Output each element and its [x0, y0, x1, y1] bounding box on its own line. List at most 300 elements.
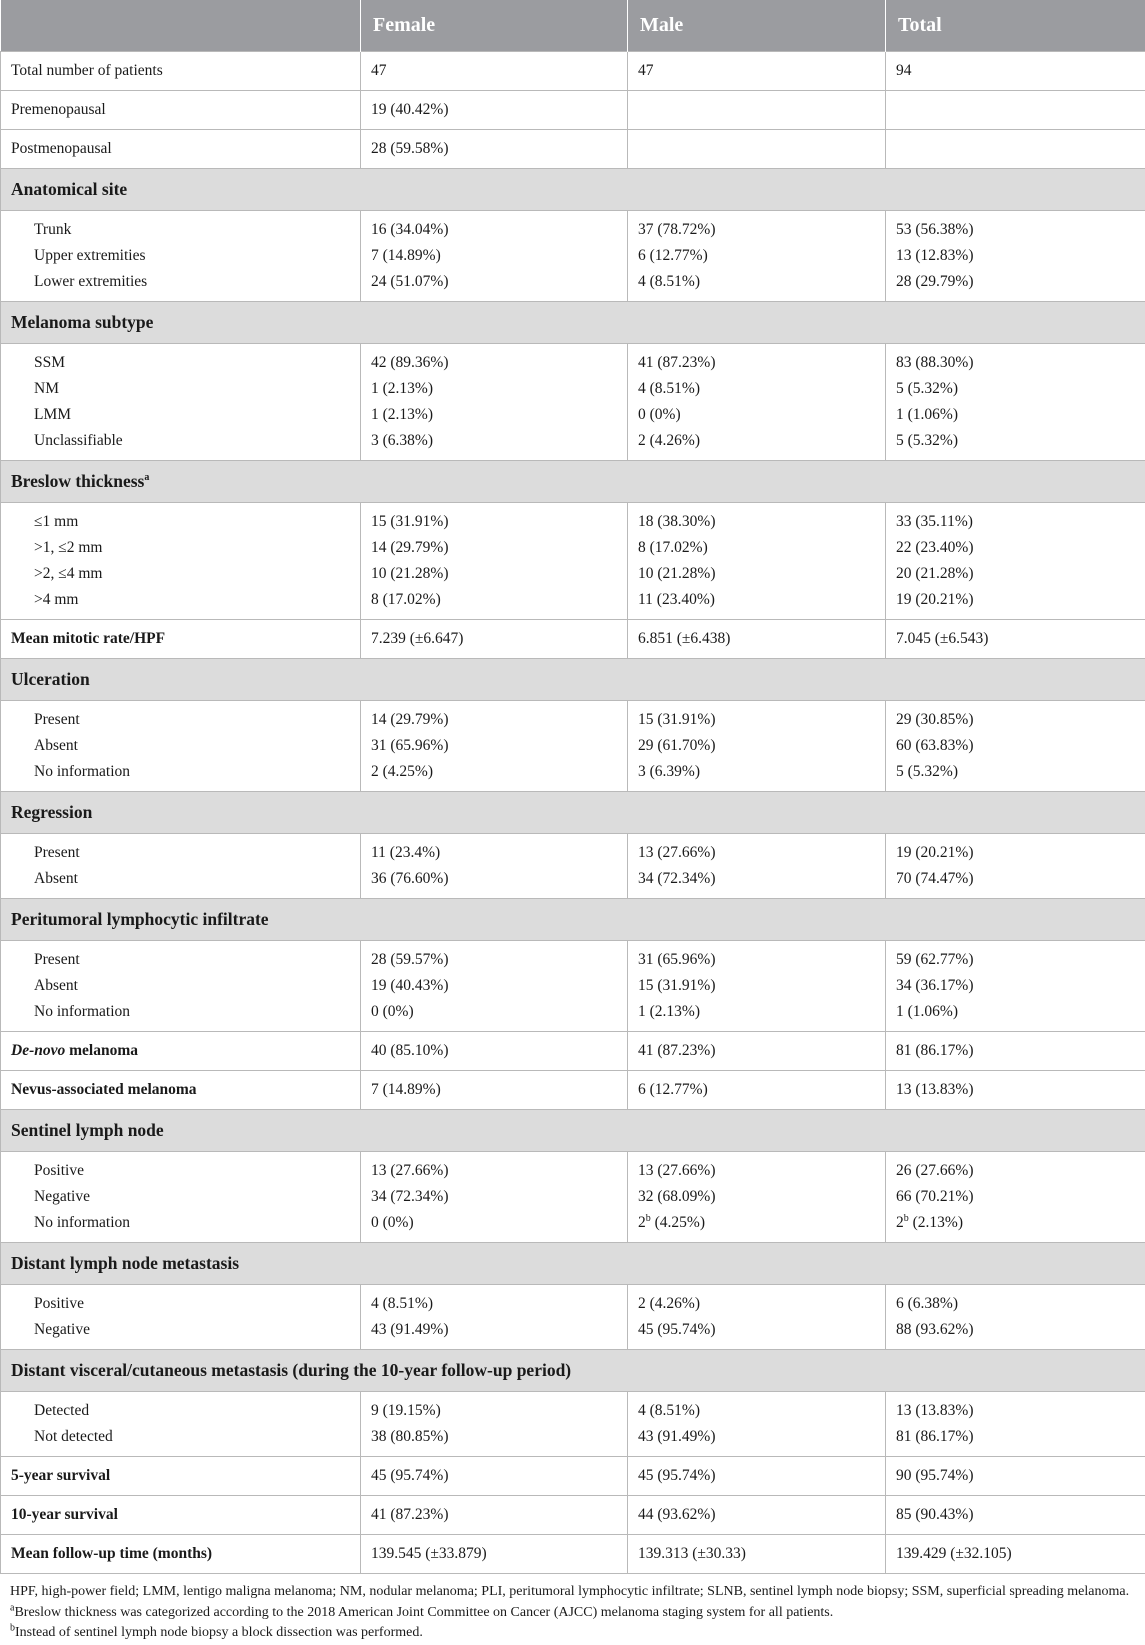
value-text: 32 (68.09%)	[638, 1188, 716, 1205]
row-label-text: 5-year survival	[11, 1467, 111, 1484]
cell-value	[371, 402, 627, 428]
group-total-values	[886, 834, 1145, 899]
group-item-label: Lower extremities	[34, 273, 148, 290]
group-labels	[1, 941, 361, 1032]
section-header-row	[1, 1110, 1145, 1152]
value-text: 1 (1.06%)	[896, 406, 958, 423]
row-label-text: Nevus-associated melanoma	[11, 1081, 197, 1098]
row-label	[1, 1032, 361, 1071]
value-text: 83 (88.30%)	[896, 354, 974, 371]
section-title	[1, 659, 1145, 701]
value-text: 41 (87.23%)	[638, 354, 716, 371]
value-text: 13 (27.66%)	[638, 1162, 716, 1179]
value-text: 14 (29.79%)	[371, 711, 449, 728]
value-text: 90 (95.74%)	[896, 1467, 974, 1484]
group-total-values	[886, 1152, 1145, 1243]
cell-value	[896, 1424, 1145, 1450]
cell-value	[371, 1042, 627, 1060]
cell-value	[896, 402, 1145, 428]
header-female: Female	[361, 0, 628, 52]
section-header-row	[1, 302, 1145, 344]
section-header-row	[1, 899, 1145, 941]
cell-value	[371, 140, 627, 158]
value-text: 34 (72.34%)	[638, 870, 716, 887]
cell-value	[896, 1158, 1145, 1184]
value-rest: (2.13%)	[908, 1214, 963, 1231]
cell-value	[371, 1158, 627, 1184]
footnote-b	[10, 1623, 1135, 1644]
group-total-values	[886, 344, 1145, 461]
group-item-label: Positive	[34, 1295, 84, 1312]
value-text: 45 (95.74%)	[638, 1321, 716, 1338]
value-text: 26 (27.66%)	[896, 1162, 974, 1179]
cell-value	[371, 62, 627, 80]
group-item-label: Absent	[34, 737, 78, 754]
value-text: 19 (40.43%)	[371, 977, 449, 994]
value-text: 0 (0%)	[638, 406, 681, 423]
section-title-text: Regression	[11, 802, 93, 822]
group-item-label: Positive	[34, 1162, 84, 1179]
cell-value	[371, 509, 627, 535]
group-female-values	[361, 344, 628, 461]
value-text: 4 (8.51%)	[638, 380, 700, 397]
group-item-label: No information	[34, 763, 130, 780]
group-labels	[1, 834, 361, 899]
cell-value	[371, 1424, 627, 1450]
value-text: 28 (29.79%)	[896, 273, 974, 290]
cell-value	[371, 999, 627, 1025]
value-text: 29 (61.70%)	[638, 737, 716, 754]
value-text: 6 (12.77%)	[638, 1081, 708, 1098]
value-text: 60 (63.83%)	[896, 737, 974, 754]
cell-value	[896, 535, 1145, 561]
cell-value	[371, 1545, 627, 1563]
cell-male	[628, 130, 886, 169]
group-male-values	[628, 211, 886, 302]
cell-value	[638, 1291, 885, 1317]
cell-female	[361, 1032, 628, 1071]
group-item-label: >2, ≤4 mm	[34, 565, 103, 582]
value-text: 13 (13.83%)	[896, 1402, 974, 1419]
value-text: 3 (6.38%)	[371, 432, 433, 449]
value-text: 2	[896, 1214, 904, 1231]
section-title	[1, 302, 1145, 344]
row-label-text: Postmenopausal	[11, 140, 112, 157]
group-male-values	[628, 344, 886, 461]
group-female-values	[361, 1392, 628, 1457]
value-text: 43 (91.49%)	[371, 1321, 449, 1338]
cell-value	[371, 350, 627, 376]
footnote-abbreviations: HPF, high-power field; LMM, lentigo maligna melanoma; NM, nodular melanoma; PLI, peritumoral lymphocytic infiltrate; SLNB, sentinel lymph node biopsy; SSM, superficial spreading melanoma.	[10, 1584, 1130, 1599]
cell-value	[638, 217, 885, 243]
group-item-label: SSM	[34, 354, 66, 371]
value-text: 47	[371, 62, 387, 79]
section-title	[1, 899, 1145, 941]
cell-value	[896, 1210, 1145, 1236]
section-title	[1, 1110, 1145, 1152]
group-item-label: ≤1 mm	[34, 513, 79, 530]
cell-value	[638, 1158, 885, 1184]
cell-value	[371, 1317, 627, 1343]
value-text: 0 (0%)	[371, 1214, 414, 1231]
cell-value	[371, 1184, 627, 1210]
row-label	[1, 1071, 361, 1110]
cell-male	[628, 1071, 886, 1110]
section-title	[1, 1350, 1145, 1392]
cell-value	[638, 1398, 885, 1424]
section-group-row	[1, 834, 1145, 899]
cell-value	[638, 866, 885, 892]
section-group-row	[1, 941, 1145, 1032]
value-text: 2 (4.26%)	[638, 432, 700, 449]
cell-female	[361, 1535, 628, 1574]
group-labels	[1, 1152, 361, 1243]
table-row	[1, 130, 1145, 169]
section-title-text: Peritumoral lymphocytic infiltrate	[11, 909, 269, 929]
footnote-a	[10, 1603, 1135, 1624]
cell-total	[886, 1457, 1145, 1496]
row-label	[1, 1535, 361, 1574]
footnote-a-text: Breslow thickness was categorized according to the 2018 American Joint Committee on Cancer (AJCC) melanoma staging system for all patients.	[14, 1604, 834, 1620]
section-title-text: Anatomical site	[11, 179, 128, 199]
cell-value	[371, 1506, 627, 1524]
value-text: 4 (8.51%)	[638, 1402, 700, 1419]
footnote-a-mark: a	[10, 1601, 15, 1613]
value-text: 43 (91.49%)	[638, 1428, 716, 1445]
cell-value	[371, 587, 627, 613]
group-labels	[1, 701, 361, 792]
value-text: 11 (23.4%)	[371, 844, 441, 861]
table-row	[1, 1032, 1145, 1071]
cell-value	[638, 1545, 885, 1563]
value-text: 1 (2.13%)	[371, 380, 433, 397]
value-text: 7.239 (±6.647)	[371, 630, 464, 647]
group-labels	[1, 211, 361, 302]
section-header-row	[1, 792, 1145, 834]
header-label	[1, 0, 361, 52]
cell-value	[638, 973, 885, 999]
cell-value	[371, 1081, 627, 1099]
group-item-label: No information	[34, 1003, 130, 1020]
cell-value	[896, 587, 1145, 613]
value-text: 19 (40.42%)	[371, 101, 449, 118]
value-text: 13 (27.66%)	[371, 1162, 449, 1179]
cell-female	[361, 91, 628, 130]
value-text: 81 (86.17%)	[896, 1042, 974, 1059]
value-text: 10 (21.28%)	[638, 565, 716, 582]
cell-value	[371, 1291, 627, 1317]
cell-value	[371, 1398, 627, 1424]
row-label-text: Mean follow-up time (months)	[11, 1545, 213, 1562]
cell-value	[638, 269, 885, 295]
cell-value	[371, 733, 627, 759]
group-item-label: Detected	[34, 1402, 90, 1419]
value-text: 0 (0%)	[371, 1003, 414, 1020]
value-text: 42 (89.36%)	[371, 354, 449, 371]
group-item-label: >4 mm	[34, 591, 79, 608]
group-item-label: Not detected	[34, 1428, 113, 1445]
value-text: 94	[896, 62, 912, 79]
table-header	[1, 0, 1145, 52]
cell-value	[896, 428, 1145, 454]
section-title	[1, 169, 1145, 211]
section-group-row	[1, 1285, 1145, 1350]
cell-value	[371, 630, 627, 648]
cell-value	[896, 1317, 1145, 1343]
value-text: 7.045 (±6.543)	[896, 630, 989, 647]
value-text: 28 (59.57%)	[371, 951, 449, 968]
group-male-values	[628, 1392, 886, 1457]
cell-female	[361, 130, 628, 169]
group-item-label: Trunk	[34, 221, 72, 238]
group-item-label: Absent	[34, 977, 78, 994]
footnote-mark: b	[903, 1212, 909, 1224]
cell-value	[896, 733, 1145, 759]
value-text: 41 (87.23%)	[371, 1506, 449, 1523]
value-text: 38 (80.85%)	[371, 1428, 449, 1445]
cell-value	[896, 707, 1145, 733]
cell-female	[361, 1496, 628, 1535]
value-text: 31 (65.96%)	[638, 951, 716, 968]
cell-value	[371, 535, 627, 561]
cell-value	[896, 1042, 1145, 1060]
value-text: 44 (93.62%)	[638, 1506, 716, 1523]
section-group-row	[1, 701, 1145, 792]
group-item-label: Upper extremities	[34, 247, 146, 264]
value-text: 70 (74.47%)	[896, 870, 974, 887]
cell-value	[638, 840, 885, 866]
value-text: 139.545 (±33.879)	[371, 1545, 487, 1562]
cell-value	[896, 947, 1145, 973]
cell-value	[371, 428, 627, 454]
cell-value	[371, 866, 627, 892]
cell-value	[371, 759, 627, 785]
table-row	[1, 52, 1145, 91]
value-text: 88 (93.62%)	[896, 1321, 974, 1338]
cell-value	[371, 947, 627, 973]
value-text: 20 (21.28%)	[896, 565, 974, 582]
cell-value	[638, 1467, 885, 1485]
section-title-text: Distant visceral/cutaneous metastasis (during the 10-year follow-up period)	[11, 1360, 572, 1380]
footnote-mark: a	[144, 472, 150, 484]
cell-male	[628, 1032, 886, 1071]
cell-value	[638, 350, 885, 376]
cell-value	[371, 1210, 627, 1236]
group-item-label: No information	[34, 1214, 130, 1231]
cell-value	[638, 947, 885, 973]
cell-value	[896, 509, 1145, 535]
group-female-values	[361, 211, 628, 302]
cell-total	[886, 1071, 1145, 1110]
group-item-label: Present	[34, 711, 80, 728]
value-text: 24 (51.07%)	[371, 273, 449, 290]
value-text: 7 (14.89%)	[371, 1081, 441, 1098]
cell-value	[638, 587, 885, 613]
cell-value	[638, 999, 885, 1025]
group-labels	[1, 1285, 361, 1350]
cell-value	[638, 630, 885, 648]
cell-value	[638, 1184, 885, 1210]
cell-value	[371, 243, 627, 269]
value-text: 81 (86.17%)	[896, 1428, 974, 1445]
group-male-values	[628, 1285, 886, 1350]
value-text: 9 (19.15%)	[371, 1402, 441, 1419]
cell-value	[638, 561, 885, 587]
value-text: 3 (6.39%)	[638, 763, 700, 780]
value-text: 8 (17.02%)	[371, 591, 441, 608]
header-total: Total	[886, 0, 1145, 52]
cell-value	[896, 350, 1145, 376]
value-text: 13 (27.66%)	[638, 844, 716, 861]
cell-value	[638, 62, 885, 80]
value-text: 40 (85.10%)	[371, 1042, 449, 1059]
value-text: 7 (14.89%)	[371, 247, 441, 264]
section-title-text: Melanoma subtype	[11, 312, 154, 332]
cell-value	[638, 1210, 885, 1236]
cell-value	[896, 840, 1145, 866]
row-label-italic: De-novo	[11, 1042, 66, 1059]
section-title	[1, 792, 1145, 834]
value-text: 6 (6.38%)	[896, 1295, 958, 1312]
value-text: 15 (31.91%)	[638, 977, 716, 994]
group-female-values	[361, 1285, 628, 1350]
value-text: 5 (5.32%)	[896, 763, 958, 780]
row-label-text: melanoma	[65, 1042, 139, 1059]
cell-value	[896, 1545, 1145, 1563]
row-label-text: Premenopausal	[11, 101, 106, 118]
cell-value	[896, 1184, 1145, 1210]
section-title-text: Ulceration	[11, 669, 90, 689]
value-rest: (4.25%)	[650, 1214, 705, 1231]
value-text: 66 (70.21%)	[896, 1188, 974, 1205]
cell-total	[886, 91, 1145, 130]
group-item-label: LMM	[34, 406, 72, 423]
cell-value	[638, 243, 885, 269]
cell-value	[638, 759, 885, 785]
cell-value	[371, 376, 627, 402]
value-text: 2	[638, 1214, 646, 1231]
cell-value	[371, 840, 627, 866]
section-header-row	[1, 1243, 1145, 1285]
cell-male	[628, 1535, 886, 1574]
cell-value	[638, 1424, 885, 1450]
value-text: 19 (20.21%)	[896, 844, 974, 861]
value-text: 16 (34.04%)	[371, 221, 449, 238]
cell-value	[896, 376, 1145, 402]
value-text: 34 (36.17%)	[896, 977, 974, 994]
value-text: 10 (21.28%)	[371, 565, 449, 582]
row-label-text: Total number of patients	[11, 62, 163, 79]
value-text: 85 (90.43%)	[896, 1506, 974, 1523]
section-group-row	[1, 1392, 1145, 1457]
row-label	[1, 1496, 361, 1535]
cell-value	[371, 973, 627, 999]
section-title-text: Distant lymph node metastasis	[11, 1253, 240, 1273]
cell-value	[896, 217, 1145, 243]
value-text: 2 (4.25%)	[371, 763, 433, 780]
value-text: 5 (5.32%)	[896, 432, 958, 449]
cell-value	[638, 707, 885, 733]
cell-male	[628, 52, 886, 91]
group-item-label: >1, ≤2 mm	[34, 539, 103, 556]
cell-value	[371, 269, 627, 295]
value-text: 34 (72.34%)	[371, 1188, 449, 1205]
group-total-values	[886, 211, 1145, 302]
footnote-b-text: Instead of sentinel lymph node biopsy a block dissection was performed.	[15, 1625, 423, 1640]
value-text: 47	[638, 62, 654, 79]
footnote-mark: b	[645, 1212, 651, 1224]
cell-value	[896, 759, 1145, 785]
cell-value	[896, 269, 1145, 295]
table-row	[1, 1457, 1145, 1496]
cell-value	[638, 428, 885, 454]
value-text: 19 (20.21%)	[896, 591, 974, 608]
group-male-values	[628, 834, 886, 899]
section-header-row	[1, 461, 1145, 503]
value-text: 13 (13.83%)	[896, 1081, 974, 1098]
value-text: 2 (4.26%)	[638, 1295, 700, 1312]
value-text: 1 (2.13%)	[638, 1003, 700, 1020]
value-text: 18 (38.30%)	[638, 513, 716, 530]
group-total-values	[886, 701, 1145, 792]
row-label	[1, 1457, 361, 1496]
footnote-b-mark: b	[10, 1622, 15, 1634]
cell-value	[371, 101, 627, 119]
cell-value	[896, 866, 1145, 892]
group-item-label: Negative	[34, 1188, 90, 1205]
cell-value	[896, 999, 1145, 1025]
group-total-values	[886, 941, 1145, 1032]
cell-value	[896, 1398, 1145, 1424]
value-text: 28 (59.58%)	[371, 140, 449, 157]
section-title	[1, 1243, 1145, 1285]
cell-female	[361, 52, 628, 91]
cell-value	[371, 217, 627, 243]
row-label	[1, 130, 361, 169]
group-female-values	[361, 834, 628, 899]
group-male-values	[628, 701, 886, 792]
value-text: 6 (12.77%)	[638, 247, 708, 264]
group-total-values	[886, 1392, 1145, 1457]
table-row	[1, 91, 1145, 130]
value-text: 1 (1.06%)	[896, 1003, 958, 1020]
cell-female	[361, 1071, 628, 1110]
value-text: 36 (76.60%)	[371, 870, 449, 887]
group-female-values	[361, 1152, 628, 1243]
value-text: 11 (23.40%)	[638, 591, 715, 608]
value-text: 33 (35.11%)	[896, 513, 973, 530]
cell-value	[638, 1506, 885, 1524]
group-labels	[1, 1392, 361, 1457]
section-group-row	[1, 503, 1145, 620]
cell-total	[886, 52, 1145, 91]
group-item-label: Unclassifiable	[34, 432, 123, 449]
group-male-values	[628, 1152, 886, 1243]
table-row	[1, 1496, 1145, 1535]
value-text: 53 (56.38%)	[896, 221, 974, 238]
cell-female	[361, 620, 628, 659]
cell-total	[886, 1535, 1145, 1574]
cell-male	[628, 91, 886, 130]
value-text: 13 (12.83%)	[896, 247, 974, 264]
value-text: 139.313 (±30.33)	[638, 1545, 746, 1562]
group-item-label: NM	[34, 380, 59, 397]
cell-male	[628, 1457, 886, 1496]
value-text: 45 (95.74%)	[371, 1467, 449, 1484]
section-title	[1, 461, 1145, 503]
cell-value	[638, 509, 885, 535]
value-text: 22 (23.40%)	[896, 539, 974, 556]
